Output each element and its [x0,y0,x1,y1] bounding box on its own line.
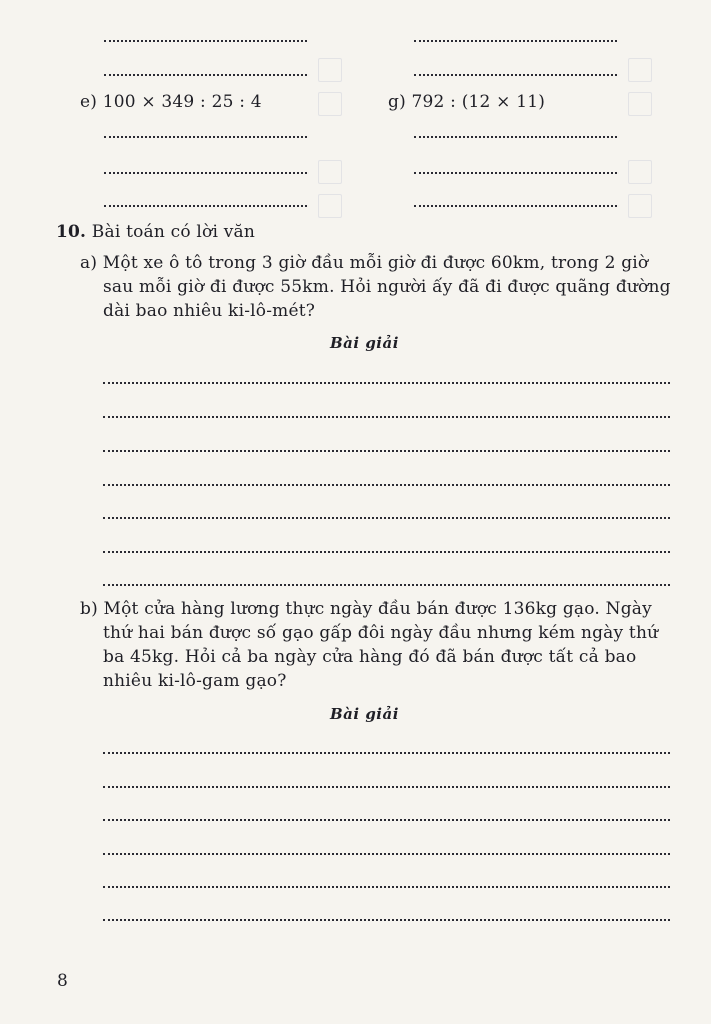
solution-line [103,786,670,788]
expression-e: e) 100 × 349 : 25 : 4 [80,92,262,112]
answer-line [414,172,617,174]
page-number: 8 [57,971,69,991]
problem-a-line: a) Một xe ô tô trong 3 giờ đầu mỗi giờ đi được 60km, trong 2 giờ [80,253,649,273]
answer-line [414,40,617,42]
problem-a-line: sau mỗi giờ đi được 55km. Hỏi người ấy đã đi được quãng đường [103,277,671,297]
problem-a-line: dài bao nhiêu ki-lô-mét? [103,301,316,321]
answer-line [104,205,307,207]
bleed-through-box [318,160,342,184]
answer-line [414,136,617,138]
solution-line [103,886,670,888]
exercise-number: 10. [56,222,87,242]
solution-line [103,416,670,418]
answer-line [104,172,307,174]
answer-line [414,205,617,207]
bleed-through-box [628,194,652,218]
exercise-title: Bài toán có lời văn [91,222,255,242]
solution-line [103,584,670,586]
solution-line [103,752,670,754]
problem-b-line: b) Một cửa hàng lương thực ngày đầu bán được 136kg gạo. Ngày [80,599,652,619]
solution-label-b: Bài giải [330,705,399,723]
expression-g: g) 792 : (12 × 11) [388,92,546,112]
answer-line [104,74,307,76]
solution-line [103,450,670,452]
problem-b-line: nhiêu ki-lô-gam gạo? [103,671,287,691]
solution-line [103,484,670,486]
problem-b-line: thứ hai bán được số gạo gấp đôi ngày đầu nhưng kém ngày thứ [103,623,659,643]
solution-line [103,853,670,855]
bleed-through-box [628,92,652,116]
answer-line [104,136,307,138]
bleed-through-box [628,160,652,184]
solution-line [103,517,670,519]
solution-line [103,551,670,553]
answer-line [104,40,307,42]
solution-line [103,919,670,921]
bleed-through-box [318,194,342,218]
answer-line [414,74,617,76]
problem-b-line: ba 45kg. Hỏi cả ba ngày cửa hàng đó đã bán được tất cả bao [103,647,637,667]
bleed-through-box [318,58,342,82]
solution-line [103,819,670,821]
bleed-through-box [628,58,652,82]
solution-label-a: Bài giải [330,334,399,352]
bleed-through-box [318,92,342,116]
exercise-10-heading [56,222,255,242]
solution-line [103,382,670,384]
